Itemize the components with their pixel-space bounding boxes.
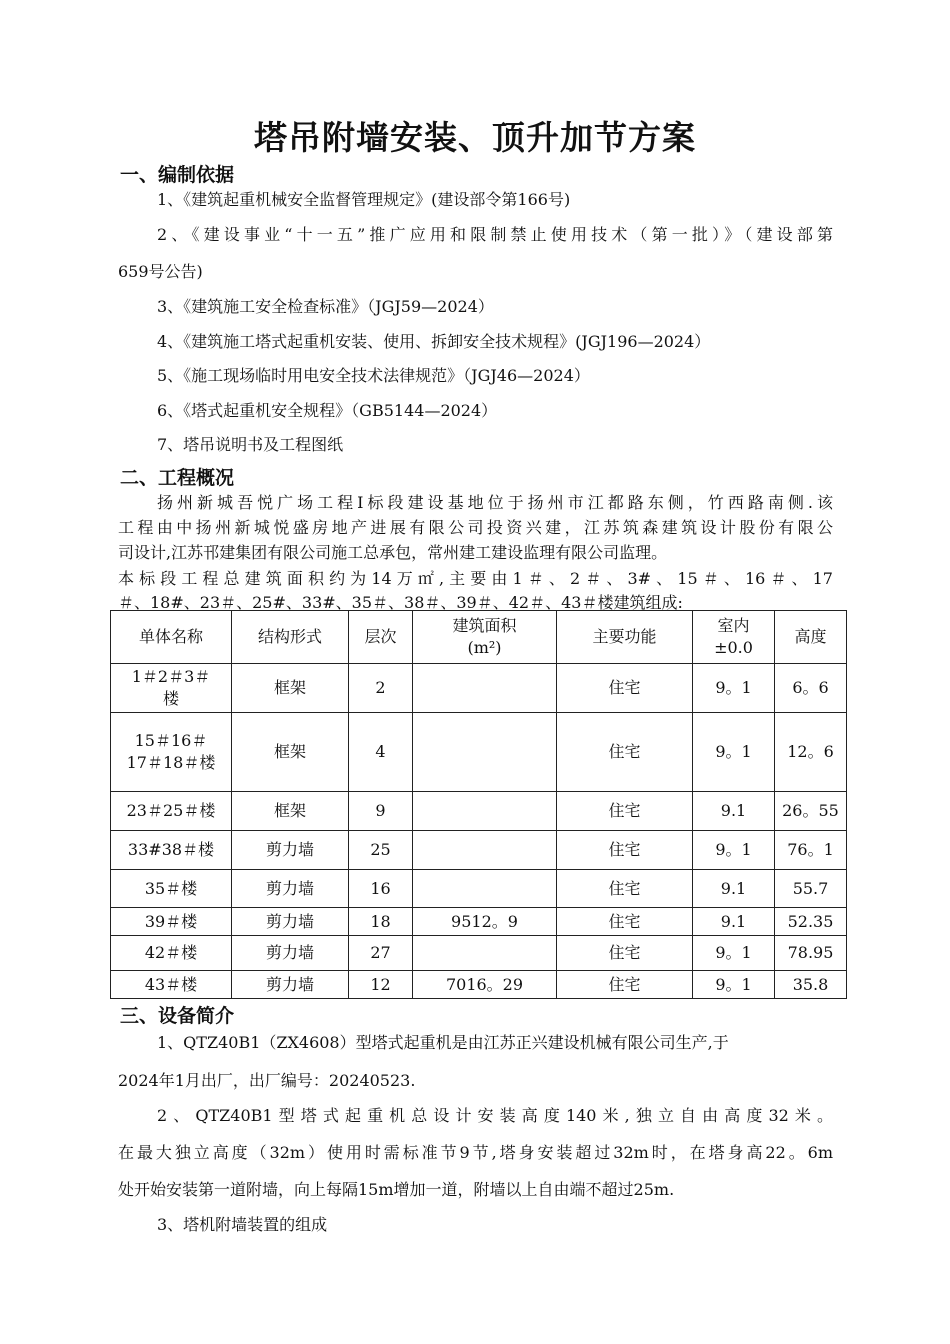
table-cell: 住宅: [557, 870, 693, 908]
basis-item: 7、塔吊说明书及工程图纸: [157, 435, 344, 454]
table-row: [111, 908, 847, 936]
overview-line: ＃、18#、23＃、25#、33#、35＃、38＃、39＃、42＃、43＃楼建筑组成:: [118, 593, 683, 612]
table-cell: 27: [349, 936, 413, 971]
equipment-line: 2、QTZ40B1型塔式起重机总设计安装高度140米,独立自由高度32米。: [157, 1106, 833, 1125]
table-cell: 住宅: [557, 971, 693, 999]
equipment-line: 3、塔机附墙装置的组成: [157, 1215, 328, 1234]
table-cell: 78.95: [775, 936, 847, 971]
table-cell: 9.1: [693, 792, 775, 831]
table-cell: 55.7: [775, 870, 847, 908]
table-cell: 住宅: [557, 792, 693, 831]
table-cell: 框架: [232, 792, 349, 831]
table-cell: 住宅: [557, 831, 693, 870]
table-cell: 52.35: [775, 908, 847, 936]
table-cell: 住宅: [557, 713, 693, 792]
equipment-line: 2024年1月出厂，出厂编号：20240523.: [118, 1071, 416, 1090]
header-cell: 建筑面积 (m²): [413, 611, 557, 664]
basis-item: 4、《建筑施工塔式起重机安装、使用、拆卸安全技术规程》(JGJ196—2024）: [157, 332, 711, 351]
table-row: [111, 936, 847, 971]
section1-heading: 一、编制依据: [120, 164, 235, 186]
table-cell: 剪力墙: [232, 870, 349, 908]
basis-item: 2、《建设事业“十一五”推广应用和限制禁止使用技术（第一批）》（建设部第: [157, 225, 833, 244]
table-cell: 9512。9: [413, 908, 557, 936]
table-row: [111, 713, 847, 792]
table-cell: 住宅: [557, 936, 693, 971]
header-cell: 单体名称: [111, 611, 232, 664]
table-cell: 6。6: [775, 664, 847, 713]
table-row: [111, 792, 847, 831]
header-cell: 主要功能: [557, 611, 693, 664]
table-cell: 9。1: [693, 713, 775, 792]
table-cell: [413, 870, 557, 908]
table-row: [111, 664, 847, 713]
table-cell: 框架: [232, 713, 349, 792]
table-cell: 7016。29: [413, 971, 557, 999]
table-cell: 12。6: [775, 713, 847, 792]
table-row: [111, 831, 847, 870]
section3-heading: 三、设备简介: [120, 1005, 235, 1027]
table-cell: 35＃楼: [111, 870, 232, 908]
header-cell: 室内 ±0.0: [693, 611, 775, 664]
overview-line: 司设计,江苏邗建集团有限公司施工总承包，常州建工建设监理有限公司监理。: [118, 543, 668, 562]
table-cell: 42＃楼: [111, 936, 232, 971]
table-row: [111, 870, 847, 908]
table-cell: 76。1: [775, 831, 847, 870]
table-cell: 35.8: [775, 971, 847, 999]
basis-item: 1、《建筑起重机械安全监督管理规定》(建设部令第166号): [157, 190, 571, 209]
section2-heading: 二、工程概况: [120, 467, 235, 489]
table-cell: 9: [349, 792, 413, 831]
table-cell: 18: [349, 908, 413, 936]
overview-line: 工程由中扬州新城悦盛房地产进展有限公司投资兴建，江苏筑森建筑设计股份有限公: [118, 518, 833, 537]
basis-item: 659号公告): [118, 262, 203, 281]
table-cell: [413, 831, 557, 870]
table-cell: 43＃楼: [111, 971, 232, 999]
table-cell: 12: [349, 971, 413, 999]
table-cell: [413, 713, 557, 792]
table-row: [111, 971, 847, 999]
table-cell: 15＃16＃ 17＃18＃楼: [111, 713, 232, 792]
table-cell: 23＃25＃楼: [111, 792, 232, 831]
table-cell: 25: [349, 831, 413, 870]
overview-line: 扬州新城吾悦广场工程Ⅰ标段建设基地位于扬州市江都路东侧，竹西路南侧.该: [157, 493, 833, 512]
header-cell: 结构形式: [232, 611, 349, 664]
table-cell: [413, 792, 557, 831]
table-cell: 39＃楼: [111, 908, 232, 936]
table-cell: 剪力墙: [232, 831, 349, 870]
table-cell: 1＃2＃3＃ 楼: [111, 664, 232, 713]
equipment-line: 1、QTZ40B1（ZX4608）型塔式起重机是由江苏正兴建设机械有限公司生产,于: [157, 1033, 729, 1052]
table-cell: 9。1: [693, 936, 775, 971]
table-cell: 框架: [232, 664, 349, 713]
table-cell: 剪力墙: [232, 971, 349, 999]
overview-line: 本标段工程总建筑面积约为14万㎡,主要由1＃、2＃、3#、15＃、16＃、17: [118, 569, 833, 588]
table-cell: 9。1: [693, 664, 775, 713]
table-cell: 16: [349, 870, 413, 908]
header-cell: 层次: [349, 611, 413, 664]
table-cell: 9.1: [693, 870, 775, 908]
table-cell: 26。55: [775, 792, 847, 831]
building-table: [110, 610, 847, 999]
header-cell: 高度: [775, 611, 847, 664]
table-header-row: [111, 611, 847, 664]
table-cell: 9。1: [693, 831, 775, 870]
table-cell: [413, 664, 557, 713]
table-cell: 剪力墙: [232, 908, 349, 936]
table-cell: 4: [349, 713, 413, 792]
table-cell: 9.1: [693, 908, 775, 936]
table-cell: 住宅: [557, 908, 693, 936]
table-cell: 33#38＃楼: [111, 831, 232, 870]
basis-item: 3、《建筑施工安全检查标准》（JGJ59—2024）: [157, 297, 494, 316]
basis-item: 5、《施工现场临时用电安全技术法律规范》（JGJ46—2024）: [157, 366, 590, 385]
table-cell: 2: [349, 664, 413, 713]
table-cell: 9。1: [693, 971, 775, 999]
table-cell: [413, 936, 557, 971]
basis-item: 6、《塔式起重机安全规程》（GB5144—2024）: [157, 401, 498, 420]
equipment-line: 处开始安装第一道附墙，向上每隔15m增加一道，附墙以上自由端不超过25m.: [118, 1180, 675, 1199]
document-title: 塔吊附墙安装、顶升加节方案: [254, 118, 696, 157]
equipment-line: 在最大独立高度（32m）使用时需标准节9节,塔身安装超过32m时，在塔身高22。6m: [118, 1143, 833, 1162]
table-cell: 住宅: [557, 664, 693, 713]
table-cell: 剪力墙: [232, 936, 349, 971]
